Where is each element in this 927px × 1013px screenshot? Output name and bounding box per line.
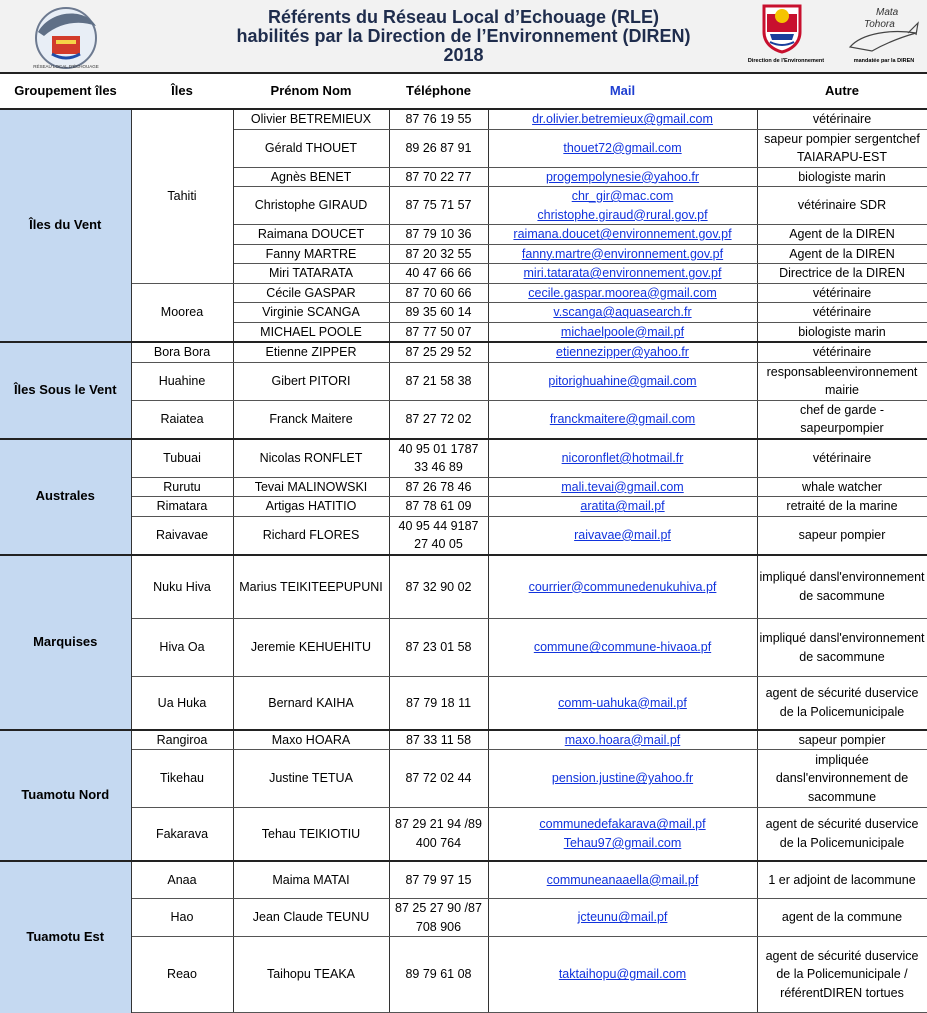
table-row [0, 808, 927, 861]
island-cell: Rangiroa [131, 730, 233, 750]
name-cell: Maxo HOARA [233, 730, 389, 750]
other-cell [757, 677, 927, 730]
phone-cell [389, 342, 488, 362]
title-line-2: habilités par la Direction de l’Environnement (DIREN) [236, 26, 691, 46]
phone-cell [389, 244, 488, 264]
col-header-autre: Autre [757, 73, 927, 109]
cell-line: vétérinaire [812, 285, 872, 300]
cell-line: municipale [844, 704, 905, 719]
phone-cell [389, 129, 488, 167]
name-cell: Tehau TEIKIOTIU [233, 808, 389, 861]
island-cell: Tubuai [131, 439, 233, 478]
mail-cell [488, 899, 757, 937]
cell-line: retraité de la marine [786, 499, 898, 513]
cell-line: 40 47 66 66 [405, 266, 472, 280]
cell-line: 87 25 29 52 [405, 345, 472, 359]
phone-cell [389, 899, 488, 937]
mail-cell [488, 362, 757, 400]
mail-link[interactable]: cecile.gaspar.moorea@gmail.com [528, 285, 717, 300]
mail-cell [488, 677, 757, 730]
mail-cell [488, 244, 757, 264]
name-cell: Jeremie KEHUEHITU [233, 619, 389, 677]
island-cell: Fakarava [131, 808, 233, 861]
phone-cell [389, 937, 488, 1013]
cell-line: responsable [766, 364, 835, 379]
cell-line: 89 35 60 14 [405, 305, 472, 319]
mail-link[interactable]: raimana.doucet@environnement.gov.pf [513, 227, 732, 241]
mail-cell [488, 342, 757, 362]
table-body [0, 109, 927, 1013]
other-cell [757, 342, 927, 362]
cell-line: 1 er adjoint de la [768, 872, 861, 887]
table-row [0, 516, 927, 555]
cell-line: 87 78 61 09 [405, 499, 472, 513]
table-row [0, 477, 927, 497]
mail-link[interactable]: raivavae@mail.pf [574, 527, 671, 542]
cell-line: Agent de la DIREN [789, 227, 895, 241]
phone-cell [389, 677, 488, 730]
name-cell: Artigas HATITIO [233, 497, 389, 517]
mail-cell [488, 555, 757, 619]
cell-line: l'environnement de sa [799, 570, 925, 603]
mail-cell [488, 808, 757, 861]
mail-cell [488, 322, 757, 342]
cell-line: 87 29 21 94 / [395, 817, 469, 832]
mail-cell [488, 619, 757, 677]
col-header-mail: Mail [488, 73, 757, 109]
col-header-groupement: Groupement îles [0, 73, 131, 109]
mail-link[interactable]: christophe.giraud@rural.gov.pf [537, 207, 708, 222]
group-cell: Tuamotu Nord [0, 730, 131, 861]
mail-link[interactable]: fanny.martre@environnement.gov.pf [521, 246, 724, 261]
other-cell [757, 283, 927, 303]
cell-line: vétérinaire [812, 450, 872, 465]
phone-cell [389, 750, 488, 808]
phone-cell [389, 861, 488, 899]
other-cell [757, 619, 927, 677]
name-cell: Bernard KAIHA [233, 677, 389, 730]
island-cell: Hiva Oa [131, 619, 233, 677]
phone-cell [389, 477, 488, 497]
mail-cell [488, 477, 757, 497]
cell-line: 87 32 90 02 [405, 579, 472, 594]
name-cell: Raimana DOUCET [233, 225, 389, 245]
name-cell: Franck Maitere [233, 400, 389, 439]
name-cell: Virginie SCANGA [233, 303, 389, 323]
mail-cell [488, 861, 757, 899]
title-line-1: Référents du Réseau Local d’Echouage (RLE) [267, 7, 660, 27]
other-cell [757, 109, 927, 129]
cell-line: agent de sécurité du [765, 948, 879, 963]
cell-line: agent de sécurité du [765, 686, 879, 701]
island-cell: Bora Bora [131, 342, 233, 362]
mail-cell [488, 750, 757, 808]
island-cell: Huahine [131, 362, 233, 400]
cell-line: 87 77 50 07 [405, 324, 472, 339]
phone-cell [389, 555, 488, 619]
cell-line: impliqué dans [759, 570, 837, 585]
other-cell [757, 808, 927, 861]
cell-line: 87 79 18 11 [405, 695, 472, 710]
cell-line: biologiste marin [798, 169, 886, 184]
group-cell: Îles du Vent [0, 109, 131, 342]
mail-link[interactable]: communeanaaella@mail.pf [546, 872, 699, 887]
cell-line: l'environnement de sa [802, 771, 909, 804]
cell-line: sapeur pompier [798, 732, 886, 747]
phone-cell [389, 303, 488, 323]
island-cell: Anaa [131, 861, 233, 899]
cell-line: commune [860, 872, 916, 887]
mail-cell [488, 225, 757, 245]
mail-cell [488, 937, 757, 1013]
mail-link[interactable]: aratita@mail.pf [580, 499, 665, 513]
mt-name-2: Tohora [864, 19, 895, 30]
cell-line: 89 26 87 91 [405, 140, 472, 155]
cell-line: 87 33 11 58 [405, 732, 472, 747]
cell-line: commune [829, 649, 885, 664]
island-cell: Raivavae [131, 516, 233, 555]
table-row [0, 619, 927, 677]
mail-link[interactable]: jcteunu@mail.pf [577, 910, 668, 925]
phone-cell [389, 730, 488, 750]
mail-cell [488, 264, 757, 284]
cell-line: municipale [844, 835, 905, 850]
col-header-prenom-nom: Prénom Nom [233, 73, 389, 109]
cell-line: 87 27 40 05 [414, 518, 479, 551]
other-cell [757, 225, 927, 245]
mt-name-1: Mata [876, 7, 899, 18]
name-cell: Justine TETUA [233, 750, 389, 808]
mail-cell [488, 187, 757, 225]
name-cell: Richard FLORES [233, 516, 389, 555]
table-row [0, 677, 927, 730]
cell-line: chef TAIARAPU-EST [796, 131, 920, 164]
cell-line: commune [821, 789, 877, 804]
table-row [0, 937, 927, 1013]
mail-link[interactable]: commune@commune-hivaoa.pf [533, 640, 712, 655]
table-row [0, 555, 927, 619]
name-cell: MICHAEL POOLE [233, 322, 389, 342]
group-cell: Australes [0, 439, 131, 555]
cell-line: environnement mairie [824, 364, 918, 397]
other-cell [757, 439, 927, 478]
phone-cell [389, 808, 488, 861]
table-row [0, 730, 927, 750]
name-cell: Gibert PITORI [233, 362, 389, 400]
cell-line: Agent de la DIREN [789, 246, 895, 261]
table-row [0, 400, 927, 439]
other-cell [757, 244, 927, 264]
cell-line: commune [829, 588, 885, 603]
mail-link[interactable]: nicoronflet@hotmail.fr [561, 450, 684, 465]
mail-cell [488, 167, 757, 187]
mail-cell [488, 730, 757, 750]
cell-line: Directrice de la DIREN [779, 266, 905, 280]
other-cell [757, 264, 927, 284]
mail-link[interactable]: progempolynesie@yahoo.fr [545, 169, 700, 184]
mail-cell [488, 400, 757, 439]
cell-line: 89 79 61 08 [405, 967, 472, 982]
cell-line: municipale / référent [780, 967, 908, 1000]
cell-line: 89 400 764 [415, 817, 482, 850]
phone-cell [389, 400, 488, 439]
mail-cell [488, 516, 757, 555]
name-cell: Agnès BENET [233, 167, 389, 187]
cell-line: 87 76 19 55 [405, 112, 472, 126]
mail-link[interactable]: Tehau97@gmail.com [563, 835, 682, 850]
cell-line: sapeur pompier [798, 527, 886, 542]
mail-link[interactable]: michaelpoole@mail.pf [560, 324, 685, 339]
col-header-telephone: Téléphone [389, 73, 488, 109]
mail-cell [488, 303, 757, 323]
cell-line: 87 708 906 [415, 901, 482, 934]
island-cell: Tikehau [131, 750, 233, 808]
other-cell [757, 497, 927, 517]
phone-cell [389, 264, 488, 284]
mail-cell [488, 109, 757, 129]
phone-cell [389, 167, 488, 187]
mail-link[interactable]: dr.olivier.betremieux@gmail.com [532, 112, 713, 126]
cell-line: 87 79 97 15 [405, 872, 472, 887]
island-cell: Ua Huka [131, 677, 233, 730]
phone-cell [389, 322, 488, 342]
other-cell [757, 899, 927, 937]
phone-cell [389, 187, 488, 225]
cell-line: 87 20 32 55 [405, 246, 472, 261]
phone-cell [389, 283, 488, 303]
cell-line: impliqué dans [759, 631, 837, 645]
other-cell [757, 861, 927, 899]
name-cell: Cécile GASPAR [233, 283, 389, 303]
phone-cell [389, 439, 488, 478]
name-cell: Gérald THOUET [233, 129, 389, 167]
other-cell [757, 937, 927, 1013]
island-cell: Nuku Hiva [131, 555, 233, 619]
other-cell [757, 477, 927, 497]
table-row [0, 362, 927, 400]
name-cell: Etienne ZIPPER [233, 342, 389, 362]
island-cell: Hao [131, 899, 233, 937]
cell-line: service de la Police [779, 817, 919, 850]
other-cell [757, 187, 927, 225]
polynesie-logo-caption: Direction de l'Environnement [747, 58, 825, 64]
name-cell: Nicolas RONFLET [233, 439, 389, 478]
other-cell [757, 303, 927, 323]
other-cell [757, 322, 927, 342]
other-cell [757, 400, 927, 439]
polynesie-emblem-icon [760, 2, 804, 54]
group-cell: Tuamotu Est [0, 861, 131, 1013]
cell-line: 87 70 22 77 [405, 169, 472, 184]
name-cell: Christophe GIRAUD [233, 187, 389, 225]
other-cell [757, 129, 927, 167]
cell-line: pompier [838, 421, 884, 435]
cell-line: biologiste marin [798, 324, 886, 339]
phone-cell [389, 497, 488, 517]
island-cell: Rimatara [131, 497, 233, 517]
group-cell: Îles Sous le Vent [0, 342, 131, 439]
phone-cell [389, 516, 488, 555]
table-row [0, 750, 927, 808]
referents-table [0, 72, 927, 1013]
phone-cell [389, 362, 488, 400]
mail-cell [488, 439, 757, 478]
table-row [0, 861, 927, 899]
cell-line: 87 79 10 36 [405, 227, 472, 241]
name-cell: Olivier BETREMIEUX [233, 109, 389, 129]
phone-cell [389, 109, 488, 129]
cell-line: 87 72 02 44 [405, 771, 472, 786]
island-cell: Moorea [131, 283, 233, 342]
other-cell [757, 555, 927, 619]
mail-link[interactable]: pitorighuahine@gmail.com [548, 373, 697, 388]
mail-link[interactable]: thouet72@gmail.com [563, 140, 682, 155]
document-header [0, 0, 927, 72]
mail-link[interactable]: franckmaitere@gmail.com [549, 411, 696, 426]
mail-link[interactable]: communedefakarava@mail.pf [539, 817, 706, 832]
cell-line: 87 25 27 90 / [395, 901, 469, 915]
mail-cell [488, 283, 757, 303]
name-cell: Miri TATARATA [233, 264, 389, 284]
cell-line: agent de sécurité du [765, 817, 879, 832]
cell-line: 40 95 01 17 [398, 441, 465, 456]
mail-link[interactable]: maxo.hoara@mail.pf [564, 732, 681, 747]
table-row [0, 497, 927, 517]
other-cell [757, 516, 927, 555]
group-cell: Marquises [0, 555, 131, 730]
cell-line: whale watcher [802, 479, 882, 494]
mail-cell [488, 497, 757, 517]
cell-line: 87 23 01 58 [405, 640, 472, 655]
other-cell [757, 730, 927, 750]
mail-link[interactable]: chr_gir@mac.com [571, 189, 674, 203]
other-cell [757, 167, 927, 187]
cell-line: chef de garde - sapeur [799, 402, 885, 435]
table-row [0, 109, 927, 129]
col-header-iles: Îles [131, 73, 233, 109]
name-cell: Maima MATAI [233, 861, 389, 899]
phone-cell [389, 619, 488, 677]
table-row [0, 342, 927, 362]
mail-link[interactable]: taktaihopu@gmail.com [558, 967, 687, 982]
cell-line: sapeur pompier sergent [764, 131, 897, 146]
mail-link[interactable]: etiennezipper@yahoo.fr [556, 345, 689, 359]
cell-line: 87 70 60 66 [405, 285, 472, 300]
name-cell: Marius TEIKITEEPUPUNI [233, 555, 389, 619]
mail-link[interactable]: miri.tatarata@environnement.gov.pf [523, 266, 722, 280]
phone-cell [389, 225, 488, 245]
mail-cell [488, 129, 757, 167]
island-cell: Reao [131, 937, 233, 1013]
cell-line: DIREN tortues [823, 985, 904, 1000]
cell-line: 87 33 46 89 [414, 441, 479, 474]
mail-link[interactable]: mali.tevai@gmail.com [561, 479, 684, 494]
other-cell [757, 750, 927, 808]
name-cell: Taihopu TEAKA [233, 937, 389, 1013]
island-cell: Tahiti [131, 109, 233, 283]
table-row [0, 439, 927, 478]
cell-line: vétérinaire [812, 345, 872, 359]
title-line-3: 2018 [443, 45, 484, 65]
island-cell: Rurutu [131, 477, 233, 497]
cell-line: 87 26 78 46 [405, 479, 472, 494]
name-cell: Fanny MARTRE [233, 244, 389, 264]
table-header-row [0, 73, 927, 109]
mata-tohora-logo-icon [842, 3, 922, 55]
logo-left-text: RÉSEAU LOCAL D'ÉCHOUAGE [33, 64, 99, 69]
cell-line: 87 21 58 38 [405, 373, 472, 388]
cell-line: vétérinaire [812, 112, 872, 126]
mail-link[interactable]: courrier@communedenukuhiva.pf [528, 579, 717, 594]
island-cell: Raiatea [131, 400, 233, 439]
cell-line: 40 95 44 91 [398, 518, 465, 533]
mail-link[interactable]: comm-uahuka@mail.pf [558, 695, 687, 710]
cell-line: service de la Police [776, 948, 919, 982]
cell-line: service de la Police [779, 686, 919, 719]
name-cell: Jean Claude TEUNU [233, 899, 389, 937]
cell-line: agent de la commune [781, 910, 903, 925]
other-cell [757, 362, 927, 400]
cell-line: 87 75 71 57 [405, 198, 472, 213]
table-row [0, 283, 927, 303]
mail-link[interactable]: v.scanga@aquasearch.fr [553, 305, 692, 319]
cell-line: impliquée dans [775, 752, 869, 786]
table-row [0, 899, 927, 937]
cell-line: vétérinaire [812, 305, 872, 319]
mata-tohora-caption: mandatée par la DIREN [853, 58, 915, 64]
cell-line: 87 27 72 02 [405, 411, 472, 426]
name-cell: Tevai MALINOWSKI [233, 477, 389, 497]
cell-line: l'environnement de sa [799, 631, 925, 664]
cell-line: vétérinaire SDR [797, 198, 887, 213]
mail-link[interactable]: pension.justine@yahoo.fr [551, 771, 694, 786]
